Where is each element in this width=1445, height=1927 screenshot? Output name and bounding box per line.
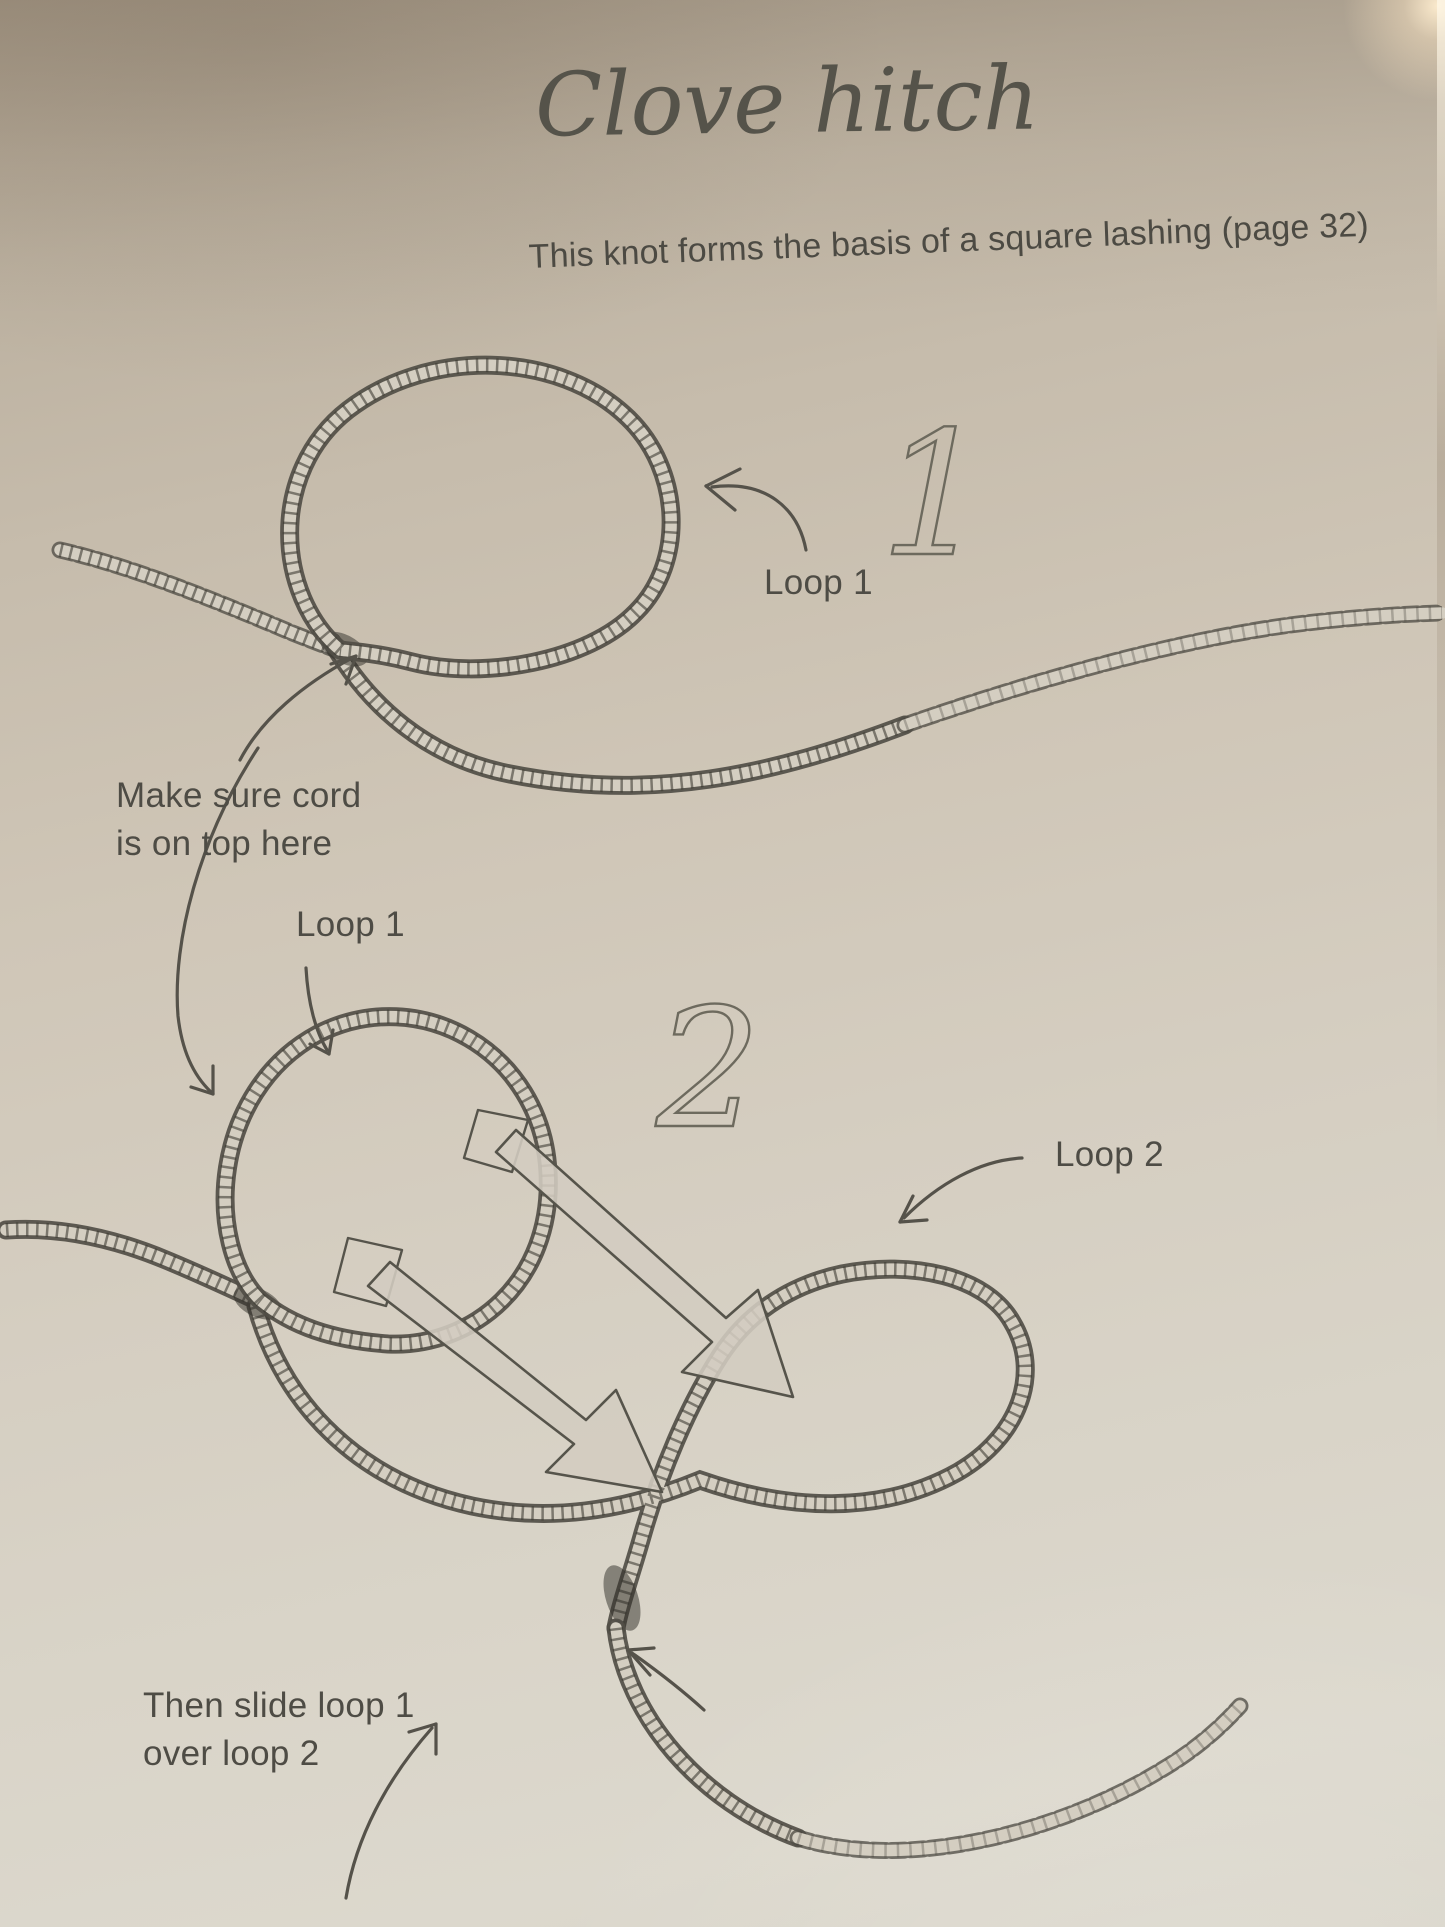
loop1-pointer-arrow-step1 xyxy=(706,469,806,550)
loop2-pointer-arrow xyxy=(900,1158,1022,1222)
rope-step1-loop1 xyxy=(290,365,672,669)
label-cord-note xyxy=(116,772,361,868)
rope-step2-tail-end xyxy=(798,1706,1240,1850)
label-loop1-step2: Loop 1 xyxy=(296,905,405,944)
label-loop1-step1: Loop 1 xyxy=(764,563,873,602)
label-cord-note-line2: is on top here xyxy=(116,824,333,863)
slide-direction-arrow-lower xyxy=(334,1238,662,1492)
page-subtitle: This knot forms the basis of a square lashing (page 32) xyxy=(528,205,1370,276)
rope-step1-working-end-tail xyxy=(905,613,1442,725)
label-cord-note-line1: Make sure cord xyxy=(116,776,362,815)
label-slide-note xyxy=(143,1682,415,1778)
label-slide-note-line2: over loop 2 xyxy=(143,1734,320,1773)
cord-on-top-pointer-arrow xyxy=(240,656,356,760)
page-title: Clove hitch xyxy=(534,46,1041,157)
step-2-numeral: 2 xyxy=(656,973,761,1165)
label-slide-note-line1: Then slide loop 1 xyxy=(143,1686,415,1725)
step-1-numeral: 1 xyxy=(880,394,990,595)
label-loop2-step2: Loop 2 xyxy=(1055,1135,1164,1174)
